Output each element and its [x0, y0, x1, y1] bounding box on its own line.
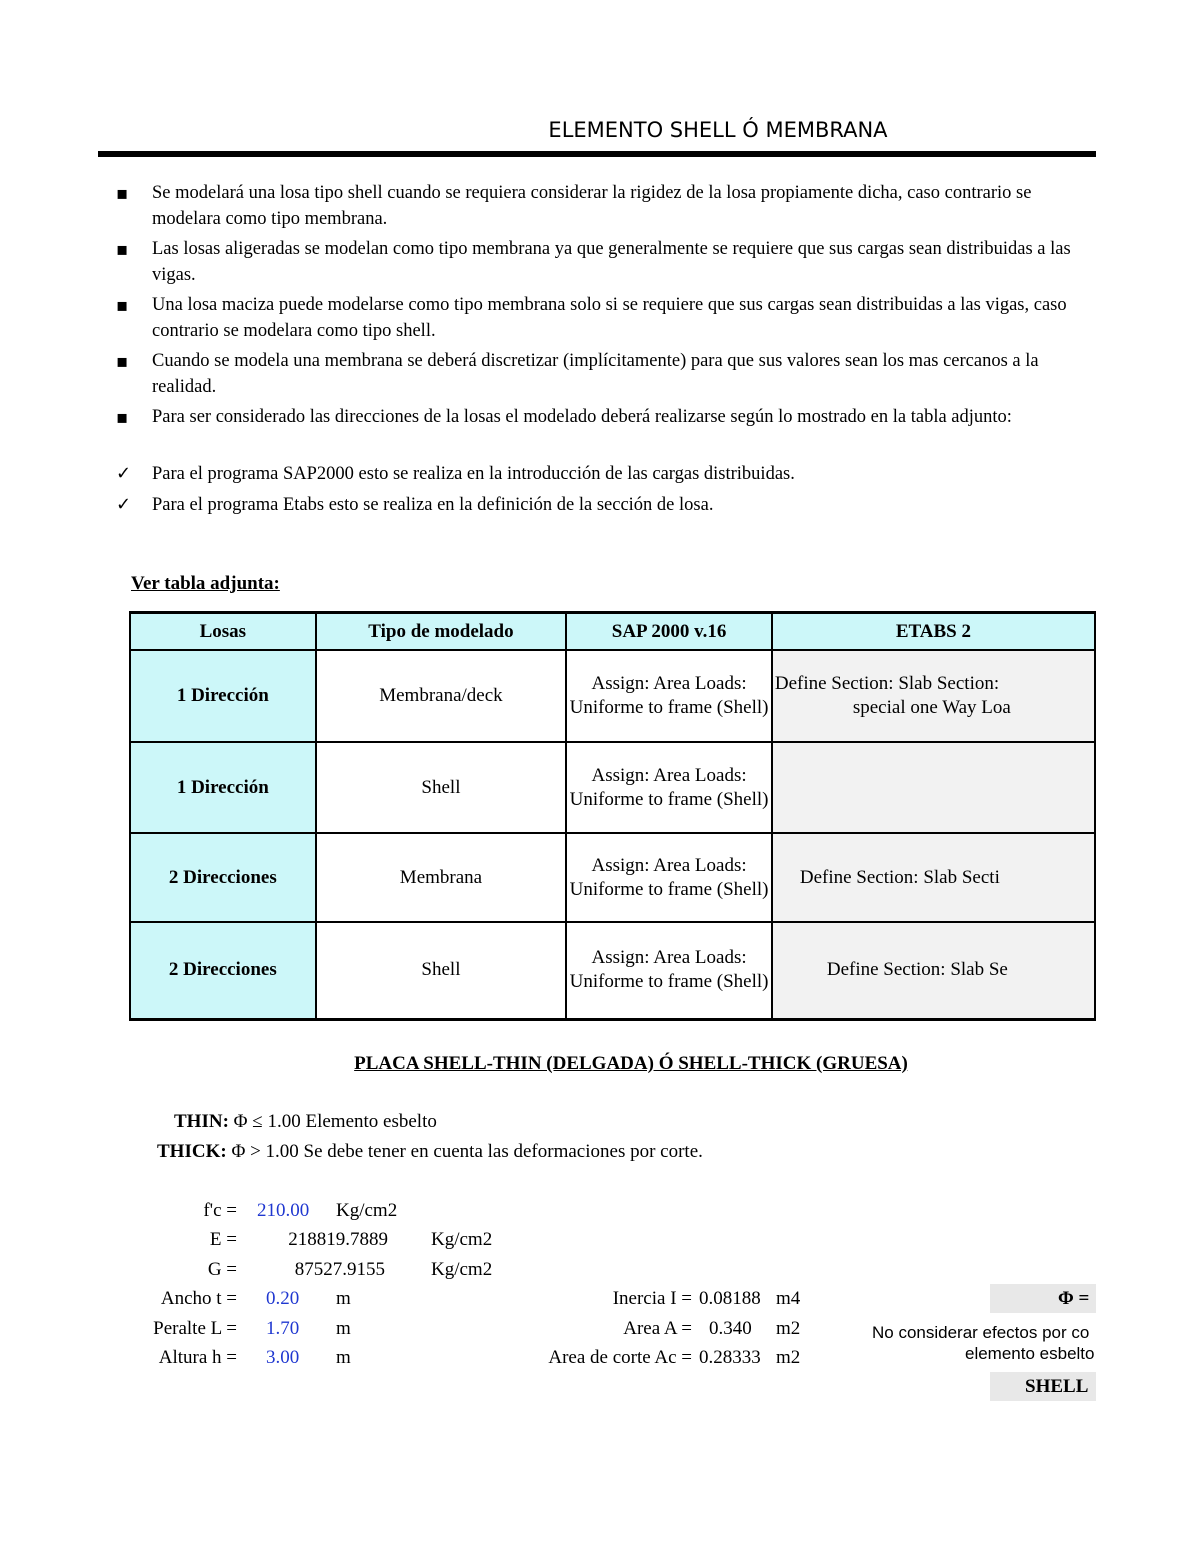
- col-header-losas: Losas: [130, 613, 316, 651]
- inercia-unit: m4: [776, 1288, 801, 1309]
- cell-sap: [566, 742, 772, 833]
- cell-sap-line1: Assign: Area Loads:: [591, 673, 747, 694]
- area-unit: m2: [776, 1318, 801, 1339]
- cell-tipo: Shell: [316, 742, 567, 833]
- h-value[interactable]: 3.00: [266, 1347, 300, 1368]
- inercia-label: Inercia I =: [612, 1288, 692, 1309]
- col-header-sap: SAP 2000 v.16: [566, 613, 772, 651]
- col-header-etabs: ETABS 2: [772, 613, 1095, 651]
- e-label: E =: [209, 1229, 237, 1250]
- check-icon: ✓: [116, 463, 132, 484]
- cell-sap: [566, 922, 772, 1019]
- bullet-text: Se modelará una losa tipo shell cuando se requiera considerar la rigidez de la losa propiamente dicha, caso contrario se modelara como tipo membrana.: [152, 183, 1032, 229]
- bullet-marker: ▪: [116, 407, 129, 428]
- cell-sap-line2: Uniforme to frame (Shell): [569, 788, 769, 810]
- area-corte-label: Area de corte Ac =: [548, 1347, 692, 1368]
- cell-tipo: Shell: [316, 922, 567, 1019]
- bullet-text: Para el programa Etabs esto se realiza en la definición de la sección de losa.: [152, 495, 714, 515]
- h-label: Altura h =: [158, 1347, 237, 1368]
- thin-label: THIN:: [174, 1111, 229, 1132]
- cell-sap-line1: Assign: Area Loads:: [591, 854, 747, 876]
- fc-label: f'c =: [203, 1200, 237, 1221]
- cell-sap-line1: Assign: Area Loads:: [591, 947, 747, 969]
- table-header-row: [130, 613, 1095, 651]
- cell-etabs: [772, 650, 1095, 742]
- cell-sap-line2: Uniforme to frame (Shell): [569, 878, 769, 900]
- fc-value[interactable]: 210.00: [257, 1200, 310, 1221]
- t-label: Ancho t =: [160, 1288, 237, 1309]
- table-row: [130, 922, 1095, 1019]
- bullet-marker: ▪: [116, 183, 129, 204]
- e-value: 218819.7889: [288, 1229, 388, 1250]
- bullet-marker: ▪: [116, 295, 129, 316]
- cell-losa: 1 Dirección: [130, 650, 316, 742]
- cell-sap-line2: Uniforme to frame (Shell): [569, 697, 769, 718]
- cell-etabs-line1: Define Section: Slab Secti: [799, 866, 1000, 888]
- result-note-line1: No considerar efectos por co: [872, 1323, 1090, 1342]
- l-value[interactable]: 1.70: [266, 1318, 300, 1339]
- section-title: PLACA SHELL-THIN (DELGADA) Ó SHELL-THICK (GRUESA): [354, 1053, 908, 1074]
- h-unit: m: [336, 1347, 351, 1368]
- table-link[interactable]: Ver tabla adjunta:: [131, 573, 280, 594]
- cell-losa: 2 Direcciones: [130, 922, 316, 1019]
- g-unit: Kg/cm2: [431, 1259, 493, 1280]
- bullet-text: Las losas aligeradas se modelan como tipo membrana ya que generalmente se requiere que sus cargas sean distribuidas a las vigas.: [152, 239, 1071, 285]
- cell-etabs-line2: special one Way Loa: [852, 697, 1011, 718]
- fc-unit: Kg/cm2: [336, 1200, 398, 1221]
- area-corte-value: 0.28333: [699, 1347, 761, 1368]
- title-divider: [98, 151, 1096, 157]
- phi-label: Φ =: [1058, 1288, 1090, 1309]
- cell-sap-line1: Assign: Area Loads:: [591, 764, 747, 786]
- g-label: G =: [207, 1259, 237, 1280]
- modeling-table: [129, 611, 1096, 1021]
- cell-etabs-line1: Define Section: Slab Se: [826, 959, 1008, 981]
- phi-result-cell: [990, 1284, 1096, 1313]
- cell-etabs: [772, 742, 1095, 833]
- thick-text: Φ > 1.00 Se debe tener en cuenta las deformaciones por corte.: [231, 1141, 703, 1162]
- bullet-text: Una losa maciza puede modelarse como tipo membrana solo si se requiere que sus cargas sean distribuidas a las vigas, caso contrario se modelara como tipo shell.: [152, 295, 1067, 341]
- cell-etabs: [772, 922, 1095, 1019]
- result-note-line2: elemento esbelto: [965, 1344, 1095, 1363]
- cell-sap: [566, 650, 772, 742]
- l-label: Peralte L =: [153, 1318, 237, 1339]
- table-row: [130, 833, 1095, 922]
- thin-definition: [174, 1111, 437, 1133]
- col-header-tipo: Tipo de modelado: [316, 613, 567, 651]
- cell-tipo: Membrana: [316, 833, 567, 922]
- inercia-value: 0.08188: [699, 1288, 761, 1309]
- cell-etabs-line1: Define Section: Slab Section:: [774, 673, 1000, 694]
- thick-label: THICK:: [157, 1141, 227, 1162]
- bullet-text: Para el programa SAP2000 esto se realiza en la introducción de las cargas distribuidas.: [152, 464, 795, 484]
- area-value: 0.340: [709, 1318, 752, 1339]
- bullet-text: Cuando se modela una membrana se deberá discretizar (implícitamente) para que sus valores sean los mas cercanos a la realidad.: [152, 351, 1039, 397]
- thin-text: Φ ≤ 1.00 Elemento esbelto: [233, 1111, 437, 1132]
- check-icon: ✓: [116, 494, 132, 515]
- cell-tipo: Membrana/deck: [316, 650, 567, 742]
- element-type-cell: [990, 1372, 1096, 1401]
- e-unit: Kg/cm2: [431, 1229, 493, 1250]
- g-value: 87527.9155: [294, 1259, 385, 1280]
- cell-sap-line2: Uniforme to frame (Shell): [569, 971, 769, 993]
- t-value[interactable]: 0.20: [266, 1288, 300, 1309]
- element-type: SHELL: [1025, 1376, 1089, 1397]
- thick-definition: [157, 1141, 703, 1163]
- bullet-text: Para ser considerado las direcciones de la losas el modelado deberá realizarse según lo mostrado en la tabla adjunto:: [152, 407, 1012, 427]
- bullet-marker: ▪: [116, 351, 129, 372]
- cell-sap: [566, 833, 772, 922]
- area-label: Area A =: [623, 1318, 692, 1339]
- t-unit: m: [336, 1288, 351, 1309]
- area-corte-unit: m2: [776, 1347, 801, 1368]
- page-title: ELEMENTO SHELL Ó MEMBRANA: [548, 118, 888, 142]
- cell-losa: 2 Direcciones: [130, 833, 316, 922]
- cell-etabs: [772, 833, 1095, 922]
- cell-losa: 1 Dirección: [130, 742, 316, 833]
- table-row: [130, 650, 1095, 742]
- bullet-marker: ▪: [116, 239, 129, 260]
- table-row: [130, 742, 1095, 833]
- l-unit: m: [336, 1318, 351, 1339]
